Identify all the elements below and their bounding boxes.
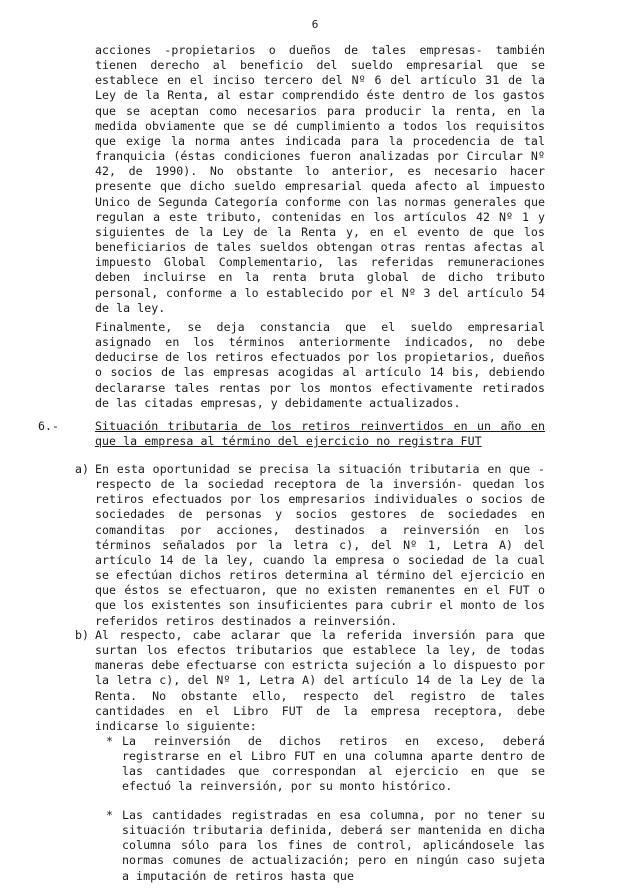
paragraph-sueldo-empresarial: acciones -propietarios o dueños de tales empresas- también tienen derecho al beneficio del sueldo empresarial que se establece en el inciso tercero del Nº 6 del artículo 31 de la Ley de la Renta, al estar comprendido éste dentro de los gastos que se aceptan como necesarios para producir la renta, en la medida obviamente que se dé cumplimiento a todos los requisitos que exige la norma antes indicada para la procedencia de tal franquicia (éstas condiciones fueron analizadas por Circular Nº 42, de 1990). No obstante lo anterior, es necesario hacer presente que dicho sueldo empresarial queda afecto al impuesto Unico de Segunda Categoría conforme con las normas generales que regulan a este tributo, contenidas en los artículos 42 Nº 1 y siguientes de la Ley de la Renta y, en el evento de que los beneficiarios de tales sueldos obtengan otras rentas afectas al impuesto Global Complementario, las referidas remuneraciones deben incluirse en la renta bruta global de dicho tributo personal, conforme a lo establecido por el Nº 3 del artículo 54 de la ley. bbox=[95, 43, 545, 315]
item-b-text: Al respecto, cabe aclarar que la referida inversión para que surtan los efectos tributarios que establece la ley, de todas maneras debe efectuarse con estricta sujeción a lo dispuesto por la letra c), del Nº 1, Letra A) del artículo 14 de la Ley de la Renta. No obstante ello, respecto del registro de tales cantidades en el Libro FUT de la empresa receptora, debe indicarse lo siguiente: bbox=[95, 628, 545, 733]
bullet-marker: * bbox=[106, 808, 113, 822]
section-number: 6.- bbox=[38, 419, 59, 433]
item-a-label: a) bbox=[75, 462, 89, 476]
item-b-label: b) bbox=[75, 628, 89, 642]
bullet-marker: * bbox=[106, 734, 113, 748]
item-a-text: En esta oportunidad se precisa la situación tributaria en que -respecto de la sociedad receptora de la inversión- quedan los retiros efectuados por los empresarios individuales o socios de sociedades de personas y socios gestores de sociedades en comanditas por acciones, destinados a reinversión en los términos señalados por la letra c), del Nº 1, Letra A) del artículo 14 de la ley, cuando la empresa o sociedad de la cual se efectúan dichos retiros determina al término del ejercicio en que éstos se efectuaron, que no existen remanentes en el FUT o que los existentes son insuficientes para cubrir el monto de los referidos retiros destinados a reinversión. bbox=[95, 462, 545, 628]
bullet-text-reinversion: La reinversión de dichos retiros en exceso, deberá registrarse en el Libro FUT en una columna aparte dentro de las cantidades que correspondan al ejercicio en que se efectuó la reinversión, por su monto histórico. bbox=[122, 734, 545, 794]
bullet-text-cantidades: Las cantidades registradas en esa columna, por no tener su situación tributaria definida, deberá ser mantenida en dicha columna sólo para los fines de control, aplicándosele las normas comunes de actualización; pero en ningún caso sujeta a imputación de retiros hasta que bbox=[122, 808, 545, 883]
section-title: Situación tributaria de los retiros reinvertidos en un año en que la empresa al término del ejercicio no registra FUT bbox=[95, 419, 545, 449]
paragraph-finalmente: Finalmente, se deja constancia que el sueldo empresarial asignado en los términos anteriormente indicados, no debe deducirse de los retiros efectuados por los propietarios, dueños o socios de las empresas acogidas al artículo 14 bis, debiendo declararse tales rentas por los montos efectivamente retirados de las citadas empresas, y debidamente actualizados. bbox=[95, 320, 545, 410]
page-number: 6 bbox=[311, 18, 319, 31]
